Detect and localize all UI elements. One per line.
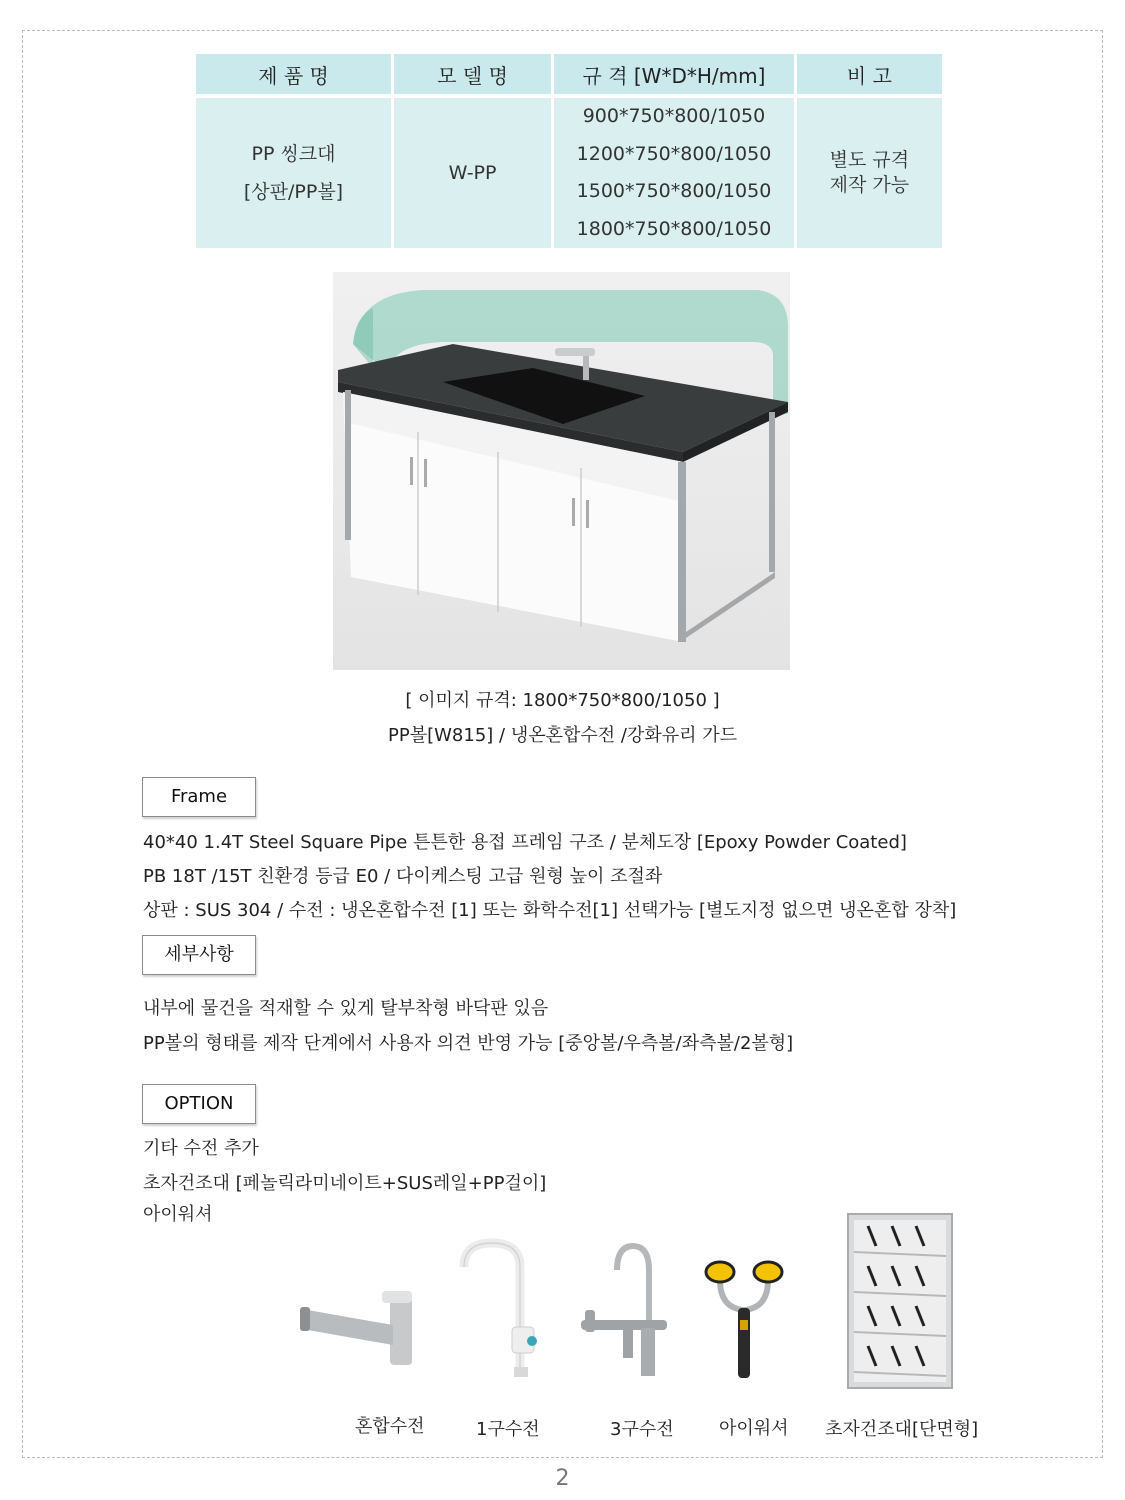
image-caption-components: PP볼[W815] / 냉온혼합수전 /강화유리 가드 — [388, 725, 737, 746]
option-line-2: 초자건조대 [페놀릭라미네이트+SUS레일+PP걸이] — [143, 1173, 547, 1194]
size-1200: 1200*750*800/1050 — [576, 142, 772, 165]
frame-line-2: PB 18T /15T 친환경 등급 E0 / 다이케스팅 고급 원형 높이 조절좌 — [143, 866, 663, 887]
page-number: 2 — [555, 1466, 570, 1491]
remark-line1: 별도 규격 — [829, 149, 910, 171]
header-remark: 비 고 — [797, 54, 942, 94]
header-product-name: 제 품 명 — [196, 54, 391, 94]
frame-line-3: 상판 : SUS 304 / 수전 : 냉온혼합수전 [1] 또는 화학수전[1] 선택가능 [별도지정 없으면 냉온혼합 장착] — [143, 900, 957, 921]
sink-cabinet-image — [333, 272, 790, 670]
section-details-title: 세부사항 — [142, 935, 256, 975]
remark-cell — [797, 98, 942, 248]
option-label-single-faucet: 1구수전 — [476, 1419, 540, 1440]
size-1800: 1800*750*800/1050 — [576, 217, 772, 240]
header-model-name: 모 델 명 — [394, 54, 551, 94]
mixing-faucet-icon — [298, 1285, 418, 1375]
spec-table-header — [196, 54, 942, 94]
eyewash-icon — [704, 1258, 784, 1383]
option-label-drying-rack: 초자건조대[단면형] — [825, 1419, 979, 1440]
option-label-eyewash: 아이워셔 — [719, 1418, 789, 1439]
size-cell — [554, 98, 794, 248]
triple-faucet-icon — [575, 1240, 675, 1380]
option-label-triple-faucet: 3구수전 — [610, 1419, 674, 1440]
detail-line-1: 내부에 물건을 적재할 수 있게 탈부착형 바닥판 있음 — [143, 998, 549, 1019]
option-line-3: 아이워셔 — [143, 1204, 213, 1225]
option-label-mixing-faucet: 혼합수전 — [355, 1416, 425, 1437]
spec-table-row — [196, 98, 942, 248]
option-line-1: 기타 수전 추가 — [143, 1138, 259, 1159]
model-cell: W-PP — [394, 98, 551, 248]
frame-line-1: 40*40 1.4T Steel Square Pipe 튼튼한 용접 프레임 구조 / 분체도장 [Epoxy Powder Coated] — [143, 832, 907, 853]
section-frame-title: Frame — [142, 777, 256, 817]
product-name: PP 씽크대 — [251, 143, 336, 165]
detail-line-2: PP볼의 형태를 제작 단계에서 사용자 의견 반영 가능 [중앙볼/우측볼/좌측볼/2볼형] — [143, 1033, 794, 1054]
header-size: 규 격 [W*D*H/mm] — [554, 54, 794, 94]
size-900: 900*750*800/1050 — [582, 105, 766, 127]
size-1500: 1500*750*800/1050 — [576, 180, 772, 202]
spec-table — [193, 54, 945, 248]
product-subname: [상판/PP볼] — [243, 181, 344, 203]
single-faucet-icon — [452, 1237, 542, 1382]
drying-rack-icon — [846, 1212, 956, 1392]
remark-line2: 제작 가능 — [829, 174, 910, 196]
image-caption-size: [ 이미지 규격: 1800*750*800/1050 ] — [405, 690, 720, 711]
section-option-title: OPTION — [142, 1084, 256, 1124]
product-name-cell — [196, 98, 391, 248]
